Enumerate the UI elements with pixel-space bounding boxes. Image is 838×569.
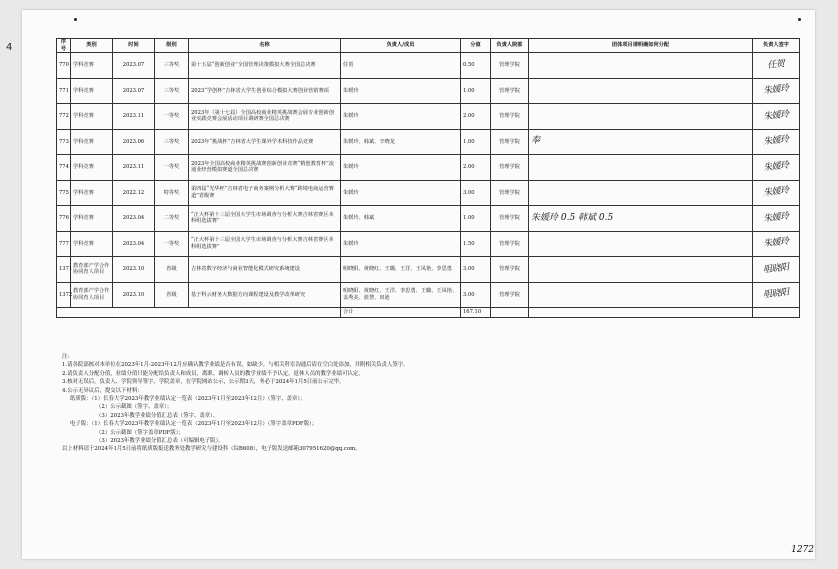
cell-level: 二等奖	[155, 206, 189, 232]
cell-time: 2023.04	[113, 231, 155, 257]
handwritten-page-number: 1272	[791, 545, 814, 555]
col-header-members: 负责人/成员	[341, 39, 461, 53]
cell-name: 第四届“光华杯”吉林省电子商务案例分析大赛“跨境电商运营赛道”省级赛	[189, 180, 341, 206]
cell-name: 第十五届“创新创业”全国管理决策模拟大赛全国总决赛	[189, 53, 341, 79]
cell-signature	[753, 53, 800, 79]
note-line: （3）2023年教学业绩分值汇总表（可编辑电子版）。	[96, 438, 224, 445]
cell-members: 朱媛玲、韩斌	[341, 206, 461, 232]
cell-no: 777	[57, 231, 71, 257]
cell-allocation	[529, 78, 753, 104]
col-header-no: 序号	[57, 39, 71, 53]
cell-level: 三等奖	[155, 78, 189, 104]
cell-no: 774	[57, 155, 71, 181]
cell-allocation	[529, 129, 753, 155]
cell-level: 三等奖	[155, 129, 189, 155]
note-line: 4.公示无异议后，提交以下材料：	[62, 387, 143, 394]
cell-name: 2023年“挑战杯”吉林省大学生课外学术科技作品竞赛	[189, 129, 341, 155]
cell-signature	[753, 206, 800, 232]
handwritten-allocation: 朱媛玲 0.5 韩斌 0.5	[531, 212, 614, 223]
cell-dept: 管理学院	[491, 257, 529, 283]
cell-level: 一等奖	[155, 104, 189, 130]
cell-time: 2023.06	[113, 129, 155, 155]
cell-allocation	[529, 104, 753, 130]
cell-score: 1.50	[461, 231, 491, 257]
table-row	[57, 104, 800, 130]
note-line: 2.请负责人分配分值，业绩分值只能分配给负责人和成员，离职、调转人员的教学业绩不予认定，退休人员的教学业绩可认定。	[62, 370, 364, 377]
cell-allocation	[529, 180, 753, 206]
table-row	[57, 78, 800, 104]
cell-score: 2.00	[461, 155, 491, 181]
cell-signature	[753, 104, 800, 130]
col-header-signature: 负责人签字	[753, 39, 800, 53]
cell-members: 朱媛玲	[341, 78, 461, 104]
total-empty	[491, 308, 529, 318]
cell-score: 3.00	[461, 180, 491, 206]
document-sheet	[22, 10, 815, 559]
cell-score: 1.00	[461, 129, 491, 155]
handwritten-signature: 朱媛玲	[762, 83, 790, 97]
cell-category: 教育部产学合作协同育人项目	[71, 257, 113, 283]
cell-no: 775	[57, 180, 71, 206]
cell-time: 2023.04	[113, 206, 155, 232]
handwritten-signature: 咀晓阳	[762, 262, 790, 275]
note-line: （2）公示截图（签字盖章PDF版）；	[96, 429, 184, 436]
cell-members: 咀晓阳、黄晓红、王璐、王洋、王凤艳、李思勇	[341, 257, 461, 283]
note-line: （2）公示截图（签字、盖章）；	[96, 404, 173, 411]
col-header-dept: 负责人院部	[491, 39, 529, 53]
cell-no: 771	[57, 78, 71, 104]
note-line: 3.核对无误后，负责人、学院领导签字，学院盖章，在学院网站公示，公示期3天，务必于2024年1月5日前公示完毕。	[62, 379, 345, 386]
note-line: 电子版：（1）长春大学2023年教学业绩认定一览表（2023年1月至2023年12月）（签字盖章PDF版）；	[70, 421, 318, 428]
cell-time: 2022.12	[113, 180, 155, 206]
cell-no: 773	[57, 129, 71, 155]
cell-no: 770	[57, 53, 71, 79]
cell-no: 772	[57, 104, 71, 130]
note-line: 以上材料请于2024年1月5日前将纸质版报送教务处教学研究与建设科（综B608），电子版发送邮箱307951620@qq.com。	[62, 446, 361, 453]
cell-allocation	[529, 206, 753, 232]
cell-signature	[753, 180, 800, 206]
cell-members: 咀晓阳、黄晓红、王洋、李思勇、王璐、王凤艳、盖秀美、蓝慧、田迪	[341, 282, 461, 308]
cell-time: 2023.11	[113, 155, 155, 181]
handwritten-signature: 朱媛玲	[762, 185, 790, 199]
cell-name: “正大杯第十三届全国大学生市场调查与分析大赛吉林省赛区本科组选拔赛”	[189, 206, 341, 232]
cell-level: 省级	[155, 257, 189, 283]
col-header-level: 级别	[155, 39, 189, 53]
table-row	[57, 231, 800, 257]
cell-time: 2023.07	[113, 53, 155, 79]
cell-signature	[753, 78, 800, 104]
cell-dept: 管理学院	[491, 104, 529, 130]
col-header-category: 类别	[71, 39, 113, 53]
notes-heading: 注:	[62, 354, 70, 360]
cell-allocation	[529, 257, 753, 283]
col-header-name: 名称	[189, 39, 341, 53]
total-label: 合计	[341, 308, 461, 318]
table-row	[57, 155, 800, 181]
note-line: 1.请各院部核对本单位在2023年1月-2023年12月应确认教学业绩是否有误，如缺少，与相关科室沟通后请在空白处添加，并附相关负责人签字。	[62, 362, 409, 369]
total-empty	[753, 308, 800, 318]
cell-category: 学科竞赛	[71, 104, 113, 130]
cell-category: 教育部产学合作协同育人项目	[71, 282, 113, 308]
note-line: 纸质版：（1）长春大学2023年教学业绩认定一览表（2023年1月至2023年12月）（签字、盖章）；	[70, 396, 306, 403]
cell-level: 一等奖	[155, 155, 189, 181]
cell-category: 学科竞赛	[71, 78, 113, 104]
handwritten-signature: 朱媛玲	[762, 134, 790, 148]
cell-allocation	[529, 282, 753, 308]
cell-time: 2023.07	[113, 78, 155, 104]
cell-dept: 管理学院	[491, 129, 529, 155]
cell-dept: 管理学院	[491, 53, 529, 79]
cell-level: 特等奖	[155, 180, 189, 206]
total-row	[57, 308, 800, 318]
table-row	[57, 282, 800, 308]
col-header-allocation: 团体项目请明确如何分配	[529, 39, 753, 53]
cell-dept: 管理学院	[491, 206, 529, 232]
punch-dot	[74, 18, 77, 21]
cell-dept: 管理学院	[491, 180, 529, 206]
cell-no: 776	[57, 206, 71, 232]
notes-section	[62, 353, 792, 454]
cell-score: 3.00	[461, 257, 491, 283]
cell-category: 学科竞赛	[71, 155, 113, 181]
cell-allocation	[529, 231, 753, 257]
cell-signature	[753, 257, 800, 283]
cell-name: 2023年（第十七届）全国高校商业精英挑战赛会展专业创新创业实践竞赛会展活动项目调研赛全国总决赛	[189, 104, 341, 130]
cell-signature	[753, 155, 800, 181]
cell-members: 朱媛玲	[341, 231, 461, 257]
cell-dept: 管理学院	[491, 78, 529, 104]
punch-dot	[798, 18, 801, 21]
table-row	[57, 257, 800, 283]
cell-category: 学科竞赛	[71, 129, 113, 155]
cell-signature	[753, 129, 800, 155]
cell-members: 朱媛玲	[341, 180, 461, 206]
cell-members: 朱媛玲	[341, 155, 461, 181]
col-header-time: 时间	[113, 39, 155, 53]
cell-score: 2.00	[461, 104, 491, 130]
table-row	[57, 53, 800, 79]
cell-time: 2023.11	[113, 104, 155, 130]
cell-members: 任贺	[341, 53, 461, 79]
cell-name: 2023“学创杯”吉林省大学生创业综合模拟大赛创业营销赛项	[189, 78, 341, 104]
handwritten-signature: 朱媛玲	[762, 236, 790, 250]
table-row	[57, 206, 800, 232]
table-row	[57, 129, 800, 155]
cell-name: 吉林省数字经济与商业智能化模式研究系统建设	[189, 257, 341, 283]
cell-dept: 管理学院	[491, 155, 529, 181]
handwritten-signature: 朱媛玲	[762, 160, 790, 173]
cell-no: 1371	[57, 257, 71, 283]
cell-allocation	[529, 53, 753, 79]
cell-category: 学科竞赛	[71, 206, 113, 232]
cell-signature	[753, 282, 800, 308]
handwritten-signature: 任贺	[766, 58, 785, 71]
performance-table	[56, 38, 800, 318]
note-line: （3）2023年教学业绩分值汇总表（签字、盖章）。	[96, 412, 219, 419]
cell-score: 0.50	[461, 53, 491, 79]
cell-time: 2023.10	[113, 257, 155, 283]
cell-members: 朱媛玲	[341, 104, 461, 130]
cell-name: 基于科云财务大数据方向课程建设及教学改革研究	[189, 282, 341, 308]
handwritten-allocation: 奉	[531, 136, 541, 147]
cell-signature	[753, 231, 800, 257]
cell-level: 三等奖	[155, 53, 189, 79]
margin-mark: 4	[6, 42, 13, 53]
cell-level: 一等奖	[155, 231, 189, 257]
handwritten-signature: 咀晓阳	[762, 287, 790, 301]
cell-category: 学科竞赛	[71, 53, 113, 79]
cell-no: 1372	[57, 282, 71, 308]
handwritten-signature: 朱媛玲	[762, 109, 790, 122]
cell-name: “正大杯第十三届全国大学生市场调查与分析大赛吉林省赛区本科组选拔赛”	[189, 231, 341, 257]
total-value: 167.10	[461, 308, 491, 318]
table-row	[57, 180, 800, 206]
cell-category: 学科竞赛	[71, 231, 113, 257]
cell-members: 朱媛玲、韩斌、辛晓龙	[341, 129, 461, 155]
cell-category: 学科竞赛	[71, 180, 113, 206]
cell-score: 1.00	[461, 78, 491, 104]
total-spacer	[57, 308, 341, 318]
col-header-score: 分值	[461, 39, 491, 53]
cell-score: 1.00	[461, 206, 491, 232]
cell-dept: 管理学院	[491, 282, 529, 308]
handwritten-signature: 朱媛玲	[762, 211, 790, 224]
cell-name: 2023年全国高校商业精英挑战赛创新创业竞赛“精创教育杯”流通业经营模拟赛道全国总决赛	[189, 155, 341, 181]
cell-allocation	[529, 155, 753, 181]
cell-dept: 管理学院	[491, 231, 529, 257]
cell-score: 3.00	[461, 282, 491, 308]
cell-time: 2023.10	[113, 282, 155, 308]
total-empty	[529, 308, 753, 318]
cell-level: 省级	[155, 282, 189, 308]
table-header-row	[57, 39, 800, 53]
